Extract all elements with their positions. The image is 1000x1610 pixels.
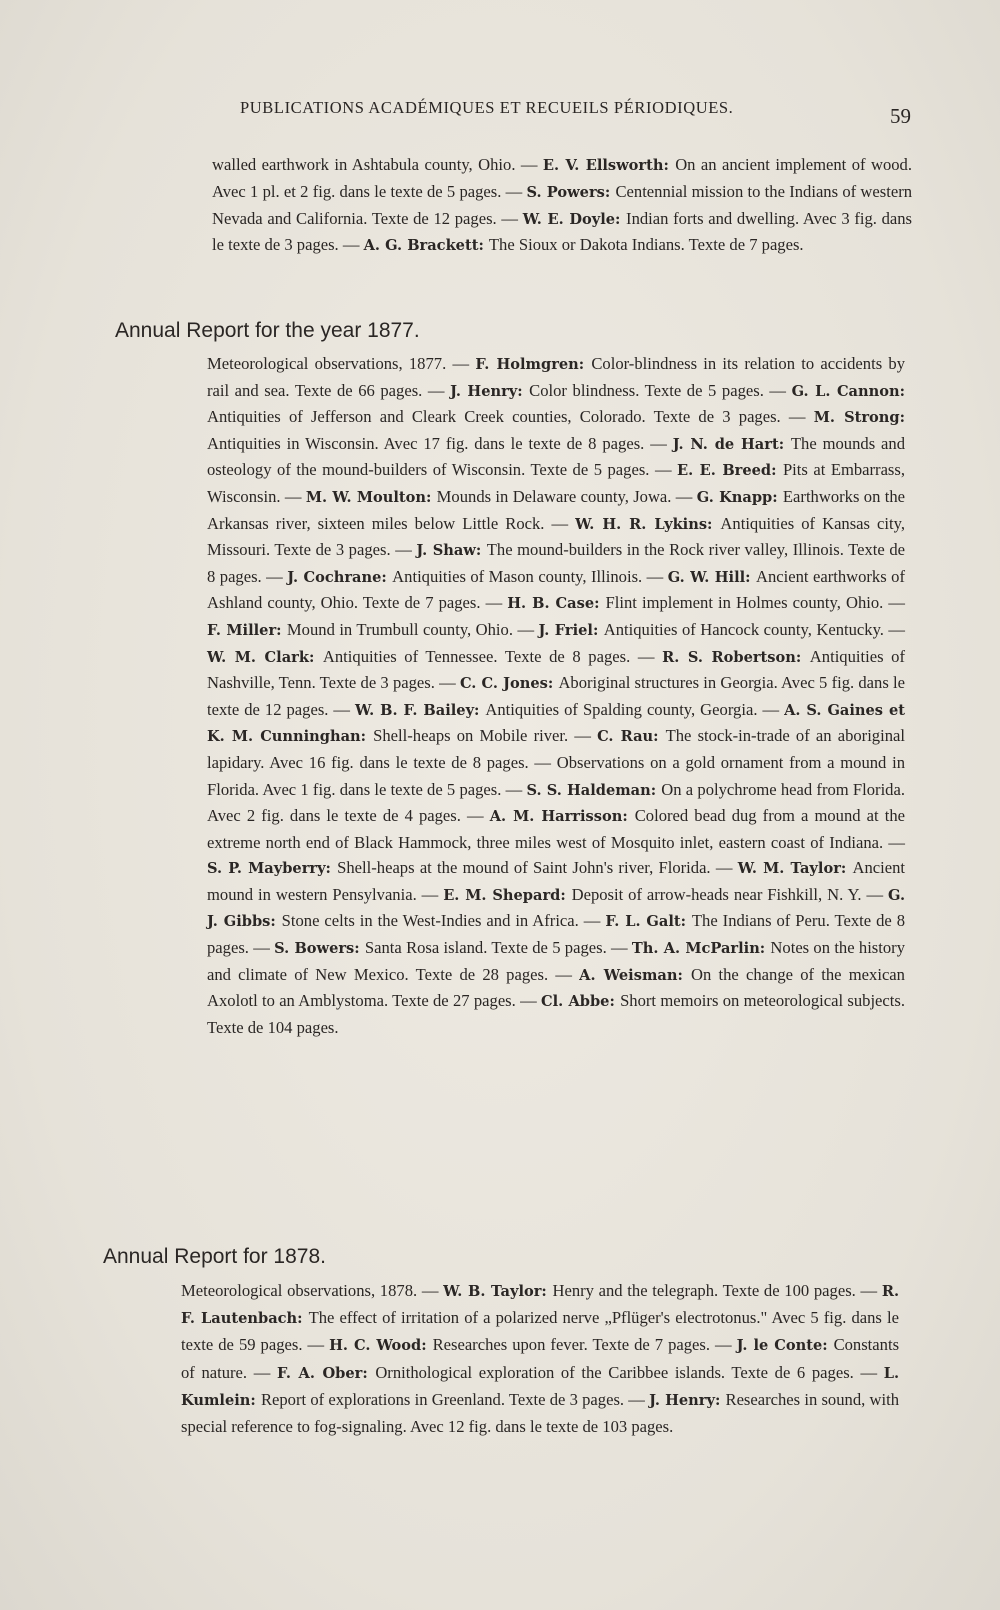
entry-author: C. Rau: xyxy=(597,728,666,746)
entry-separator: — xyxy=(480,593,508,613)
entry-separator: — xyxy=(248,938,275,958)
entry-author: J. Cochrane: xyxy=(287,568,393,586)
entry-separator: — xyxy=(606,938,632,958)
bibliography-entry xyxy=(274,938,607,957)
bibliography-entry xyxy=(450,381,764,400)
entry-author: J. Friel: xyxy=(538,621,604,639)
entry-separator: — xyxy=(568,726,598,746)
entry-author: J. le Conte: xyxy=(736,1337,834,1355)
entry-text: Indian forts and dwelling. Avec 3 fig. dans le texte de 3 pages. xyxy=(212,208,913,255)
entry-separator: — xyxy=(624,1389,650,1409)
entry-text: The stock-in-trade of an aboriginal lapidary. Avec 16 fig. dans le texte de 8 pages. xyxy=(207,726,905,772)
entry-author: J. Shaw: xyxy=(416,542,487,560)
entry-separator: — xyxy=(460,806,490,826)
entry-separator: — xyxy=(302,1335,330,1355)
bibliography-entry xyxy=(277,1363,854,1382)
entry-text: Shell-heaps on Mobile river. xyxy=(373,726,569,746)
entry-separator: — xyxy=(446,354,476,373)
entry-text: Meteorological observations, 1877. xyxy=(207,354,447,373)
entry-author: Th. A. McParlin: xyxy=(631,940,771,958)
bibliography-entry xyxy=(443,885,861,904)
entry-separator: — xyxy=(416,884,444,904)
entry-separator: — xyxy=(280,486,306,506)
entry-separator: — xyxy=(855,1281,882,1300)
section-heading-1878: Annual Report for 1878. xyxy=(103,1245,326,1268)
entry-author: W. B. Taylor: xyxy=(443,1283,553,1300)
entry-author: W. E. Doyle: xyxy=(522,210,627,228)
entry-separator: — xyxy=(515,155,543,174)
entry-author: E. M. Shepard: xyxy=(443,886,572,904)
entry-separator: — xyxy=(630,646,663,666)
entry-separator: — xyxy=(496,208,523,228)
bibliography-entry xyxy=(306,487,672,506)
entry-separator: — xyxy=(434,673,460,693)
entry-author: W. H. R. Lykins: xyxy=(575,515,721,533)
entry-separator: — xyxy=(261,566,288,586)
entry-separator: — xyxy=(710,858,738,878)
page-number: 59 xyxy=(890,104,911,128)
entry-text: Antiquities of Nashville, Tenn. Texte de 3 pages. xyxy=(207,646,905,693)
entry-text: Mound in Trumbull county, Ohio. xyxy=(286,619,513,639)
entry-separator: — xyxy=(763,380,792,400)
entry-text: Antiquities of Kansas city, Missouri. Texte de 3 pages. xyxy=(207,513,906,560)
entry-separator: — xyxy=(861,884,888,904)
entry-author: A. Weisman: xyxy=(579,966,691,984)
entry-text: Researches in sound, with special reference to fog-signaling. Avec 12 fig. dans le texte de 103 pages. xyxy=(181,1389,899,1437)
entry-separator: — xyxy=(671,486,697,506)
entry-text: Color-blindness in its relation to accidents by rail and sea. Texte de 66 pages. xyxy=(207,354,905,400)
entry-author: G. J. Gibbs: xyxy=(207,886,906,931)
entries-1877 xyxy=(207,351,905,1040)
entry-separator: — xyxy=(644,433,673,453)
entry-text: Antiquities of Hancock county, Kentucky. xyxy=(603,619,884,639)
entry-text: Meteorological observations, 1878. xyxy=(181,1281,418,1300)
entry-text: Colored bead dug from a mound at the extreme north end of Black Hammock, three miles west of Mosquito inlet, eastern coast of Indiana. xyxy=(207,806,906,852)
entry-text: Deposit of arrow-heads near Fishkill, N. Y. xyxy=(571,884,862,904)
entry-author: F. Holmgren: xyxy=(475,356,592,373)
entry-author: E. V. Ellsworth: xyxy=(542,157,676,174)
entry-separator: — xyxy=(548,964,580,984)
section-heading-1877: Annual Report for the year 1877. xyxy=(115,319,420,342)
bibliography-entry xyxy=(181,1281,417,1300)
entry-separator: — xyxy=(528,752,557,772)
entry-separator: — xyxy=(780,407,814,427)
entry-text: Pits at Embarrass, Wisconsin. xyxy=(207,460,905,506)
entry-author: E. E. Breed: xyxy=(677,462,783,480)
entry-author: R. F. Lautenbach: xyxy=(181,1283,900,1328)
entry-author: G. L. Cannon: xyxy=(791,382,905,400)
entry-text: The mounds and osteology of the mound-builders of Wisconsin. Texte de 5 pages. xyxy=(207,433,906,480)
entry-author: R. S. Robertson: xyxy=(662,648,810,666)
bibliography-entry xyxy=(207,858,711,877)
bibliography-entry xyxy=(207,620,513,639)
entry-text: Aboriginal structures in Georgia. Avec 5 fig. dans le texte de 12 pages. xyxy=(207,673,905,719)
entry-author: W. B. F. Bailey: xyxy=(355,701,486,719)
entry-text: Antiquities of Mason county, Illinois. xyxy=(392,566,643,586)
entries-1878 xyxy=(181,1278,899,1440)
entry-author: S. Bowers: xyxy=(274,940,365,958)
entry-author: J. Henry: xyxy=(649,1391,726,1409)
bibliography-entry xyxy=(443,1281,856,1300)
entry-text: Observations on a gold ornament from a mound in Florida. Avec 1 fig. dans le texte de 5 pages. xyxy=(207,752,906,799)
entry-text: Antiquities of Spalding county, Georgia. xyxy=(485,699,758,719)
entry-text: Color blindness. Texte de 5 pages. xyxy=(529,380,764,400)
entry-text: Antiquities of Tennessee. Texte de 8 pages. xyxy=(322,646,631,666)
entry-author: S. S. Haldeman: xyxy=(526,781,662,799)
entry-text: Henry and the telegraph. Texte de 100 pages. xyxy=(552,1281,856,1300)
bibliography-entry xyxy=(329,1335,710,1354)
entry-author: A. G. Brackett: xyxy=(363,237,489,255)
entry-author: Cl. Abbe: xyxy=(540,993,621,1011)
entry-author: M. Strong: xyxy=(813,409,905,427)
entry-separator: — xyxy=(501,181,527,201)
entry-separator: — xyxy=(710,1335,737,1355)
entry-text: Centennial mission to the Indians of western Nevada and California. Texte de 12 pages. xyxy=(212,181,913,228)
entry-text: Short memoirs on meteorological subjects. Texte de 104 pages. xyxy=(207,991,905,1037)
entry-separator: — xyxy=(649,460,678,480)
entry-author: F. A. Ober: xyxy=(276,1364,376,1382)
bibliography-entry xyxy=(355,700,757,719)
entry-separator: — xyxy=(390,540,417,560)
entry-text: Earthworks on the Arkansas river, sixteen miles below Little Rock. xyxy=(207,486,905,533)
entry-author: F. Miller: xyxy=(207,621,287,639)
entry-text: The Sioux or Dakota Indians. Texte de 7 pages. xyxy=(488,235,804,255)
entry-author: S. Powers: xyxy=(526,183,616,201)
entry-separator: — xyxy=(544,513,576,533)
entry-separator: — xyxy=(501,779,527,799)
bibliography-entry xyxy=(207,647,630,666)
entry-author: A. M. Harrisson: xyxy=(489,808,635,826)
entry-text: The mound-builders in the Rock river valley, Illinois. Texte de 8 pages. xyxy=(207,540,905,586)
entry-text: The Indians of Peru. Texte de 8 pages. xyxy=(207,911,905,958)
bibliography-entry xyxy=(364,235,804,254)
entry-separator: — xyxy=(853,1362,884,1382)
entry-separator: — xyxy=(642,566,668,586)
bibliography-entry xyxy=(207,354,446,373)
entry-author: A. S. Gaines et K. M. Cunninghan: xyxy=(207,701,905,746)
entry-text: Mounds in Delaware county, Jowa. xyxy=(436,486,672,506)
entry-text: Ancient earthworks of Ashland county, Ohio. Texte de 7 pages. xyxy=(207,566,905,613)
entry-separator: — xyxy=(757,699,785,719)
entry-separator: — xyxy=(422,380,451,400)
entry-text: walled earthwork in Ashtabula county, Ohio. xyxy=(212,155,516,174)
entry-text: Ornithological exploration of the Caribbee islands. Texte de 6 pages. xyxy=(375,1362,854,1382)
entry-author: H. C. Wood: xyxy=(329,1337,433,1355)
entry-separator: — xyxy=(417,1281,444,1300)
bibliography-entry xyxy=(287,567,642,586)
continued-entries xyxy=(212,152,912,259)
entry-text: Constants of nature. xyxy=(181,1335,900,1382)
entry-author: M. W. Moulton: xyxy=(305,488,437,506)
entry-text: Flint implement in Holmes county, Ohio. xyxy=(605,593,884,613)
entry-author: C. C. Jones: xyxy=(459,675,559,693)
entry-text: Stone celts in the West-Indies and in Africa. xyxy=(281,911,579,931)
entry-text: On a polychrome head from Florida. Avec 2 fig. dans le texte de 4 pages. xyxy=(207,779,905,826)
entry-separator: — xyxy=(883,832,905,852)
entry-separator: — xyxy=(883,619,906,639)
running-head: PUBLICATIONS ACADÉMIQUES ET RECUEILS PÉRIODIQUES. xyxy=(240,98,734,117)
entry-separator: — xyxy=(328,699,356,719)
entry-author: H. B. Case: xyxy=(507,595,606,613)
entry-text: Ancient mound in western Pensylvania. xyxy=(207,858,905,904)
entry-text: Report of explorations in Greenland. Texte de 3 pages. xyxy=(260,1389,625,1409)
entry-text: Researches upon fever. Texte de 7 pages. xyxy=(432,1335,711,1355)
bibliography-entry xyxy=(507,593,883,612)
entry-separator: — xyxy=(578,911,606,931)
entry-author: J. N. de Hart: xyxy=(672,435,791,453)
entry-text: Shell-heaps at the mound of Saint John's river, Florida. xyxy=(337,858,711,878)
entry-text: Antiquities of Jefferson and Cleark Creek counties, Colorado. Texte de 3 pages. xyxy=(207,407,781,427)
entry-author: G. W. Hill: xyxy=(667,568,756,586)
entry-text: Antiquities in Wisconsin. Avec 17 fig. dans le texte de 8 pages. xyxy=(207,433,645,453)
entry-separator: — xyxy=(338,235,364,255)
entry-text: On the change of the mexican Axolotl to an Amblystoma. Texte de 27 pages. xyxy=(207,964,905,1011)
entry-author: W. M. Clark: xyxy=(207,648,323,666)
entry-author: L. Kumlein: xyxy=(181,1364,900,1409)
entry-separator: — xyxy=(247,1362,277,1382)
entry-text: On an ancient implement of wood. Avec 1 pl. et 2 fig. dans le texte de 5 pages. xyxy=(212,155,912,201)
entry-author: S. P. Mayberry: xyxy=(207,860,338,878)
entry-text: Santa Rosa island. Texte de 5 pages. xyxy=(364,938,607,958)
bibliography-entry xyxy=(212,155,515,174)
entry-text: Notes on the history and climate of New Mexico. Texte de 28 pages. xyxy=(207,938,905,984)
entry-separator: — xyxy=(515,991,541,1011)
entry-author: W. M. Taylor: xyxy=(737,860,853,878)
entry-author: G. Knapp: xyxy=(696,488,783,506)
entry-separator: — xyxy=(883,593,905,613)
entry-text: The effect of irritation of a polarized nerve „Pflüger's electrotonus." Avec 5 fig. dans le texte de 59 pages. xyxy=(181,1308,899,1355)
entry-separator: — xyxy=(513,619,539,639)
bibliography-entry xyxy=(539,620,884,639)
entry-author: J. Henry: xyxy=(450,382,530,400)
entry-author: F. L. Galt: xyxy=(605,913,692,931)
